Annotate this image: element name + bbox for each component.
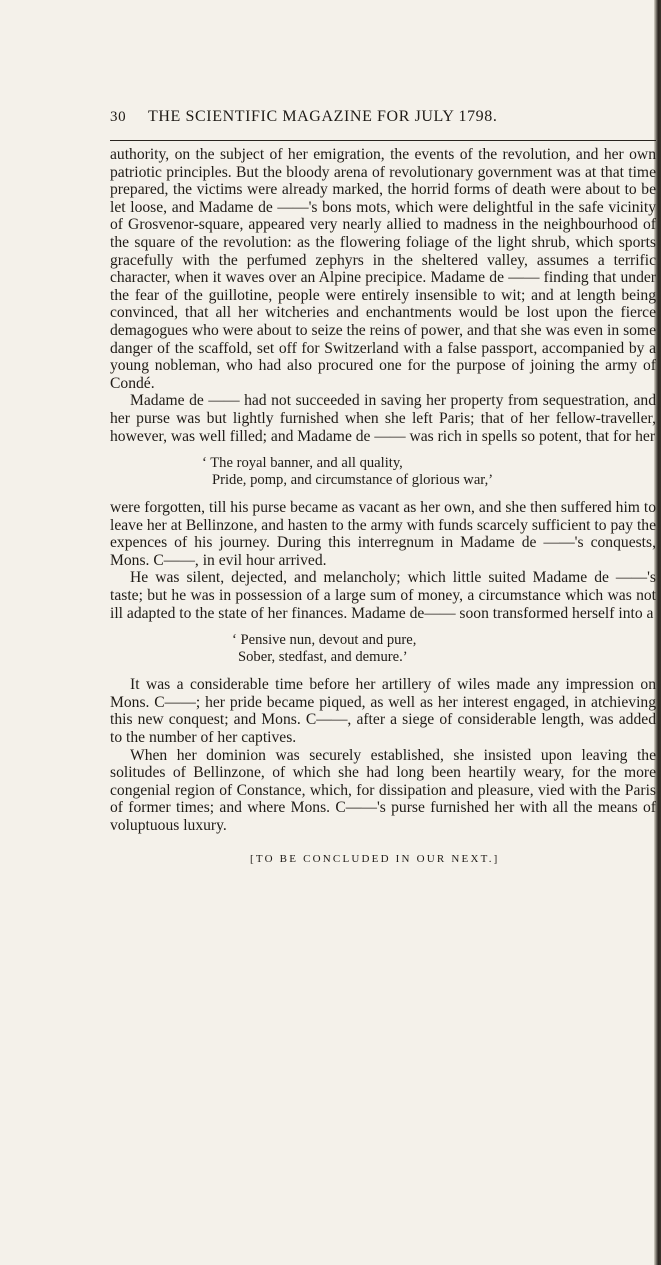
verse-line: ‘ Pensive nun, devout and pure, xyxy=(232,632,417,649)
paragraph: authority, on the subject of her emigration, the events of the revolution, and her own patriotic principles. But the bloody arena of revolutionary government was at that time prepared, the victims were already marked, the horrid forms of death were about to be let loose, and Madame de ——'s bons mots, which were delightful in the safe vicinity of Grosvenor-square, appeared very nearly allied to madness in the neighbourhood of the square of the revolution: as the flowering foliage of the light shrub, which sports gracefully with the perfumed zephyrs in the sheltered valley, assumes a terrific character, when it waves over an Alpine precipice. Madame de —— finding that under the fear of the guillotine, people were entirely insensible to wit; and at length being convinced, that all her witcheries and enchantments would be lost upon the fierce demagogues who were about to seize the reins of power, and that she was even in some danger of the scaffold, set off for Switzerland with a false passport, accompanied by a young nobleman, who had also procured one for the purpose of joining the army of Condé. xyxy=(110,146,656,392)
paragraph: He was silent, dejected, and melancholy; which little suited Madame de ——'s taste; but he was in possession of a large sum of money, a circumstance which was not ill adapted to the state of her finances. Madame de—— soon transformed herself into a xyxy=(110,569,656,622)
document-page xyxy=(110,108,656,865)
article-body xyxy=(110,146,656,835)
verse-quote xyxy=(110,455,656,489)
verse-line: Sober, stedfast, and demure.’ xyxy=(238,649,408,666)
header-rule xyxy=(110,140,656,141)
running-header xyxy=(110,108,656,134)
paragraph: When her dominion was securely established, she insisted upon leaving the solitudes of Bellinzone, of which she had long been heartily weary, for the more congenial region of Constance, which, for dissipation and pleasure, vied with the Paris of former times; and where Mons. C——'s purse furnished her with all the means of voluptuous luxury. xyxy=(110,746,656,834)
page-number: 30 xyxy=(110,109,127,125)
verse-quote xyxy=(110,632,656,666)
continuation-note: [TO BE CONCLUDED IN OUR NEXT.] xyxy=(250,852,500,865)
verse-line: ‘ The royal banner, and all quality, xyxy=(202,455,403,472)
paragraph: were forgotten, till his purse became as vacant as her own, and she then suffered him to leave her at Bellinzone, and hasten to the army with funds scarcely sufficient to pay the expences of his journey. During this interregnum in Madame de ——'s conquests, Mons. C——, in evil hour arrived. xyxy=(110,499,656,569)
paragraph: Madame de —— had not succeeded in saving her property from sequestration, and her purse was but lightly furnished when she left Paris; that of her fellow-traveller, however, was well filled; and Madame de —— was rich in spells so potent, that for her xyxy=(110,392,656,445)
verse-line: Pride, pomp, and circumstance of glorious war,’ xyxy=(212,472,494,489)
magazine-title: THE SCIENTIFIC MAGAZINE FOR JULY 1798. xyxy=(148,108,498,125)
paragraph: It was a considerable time before her artillery of wiles made any impression on Mons. C——; her pride became piqued, as well as her interest engaged, in atchieving this new conquest; and Mons. C——, after a siege of considerable length, was added to the number of her captives. xyxy=(110,676,656,747)
